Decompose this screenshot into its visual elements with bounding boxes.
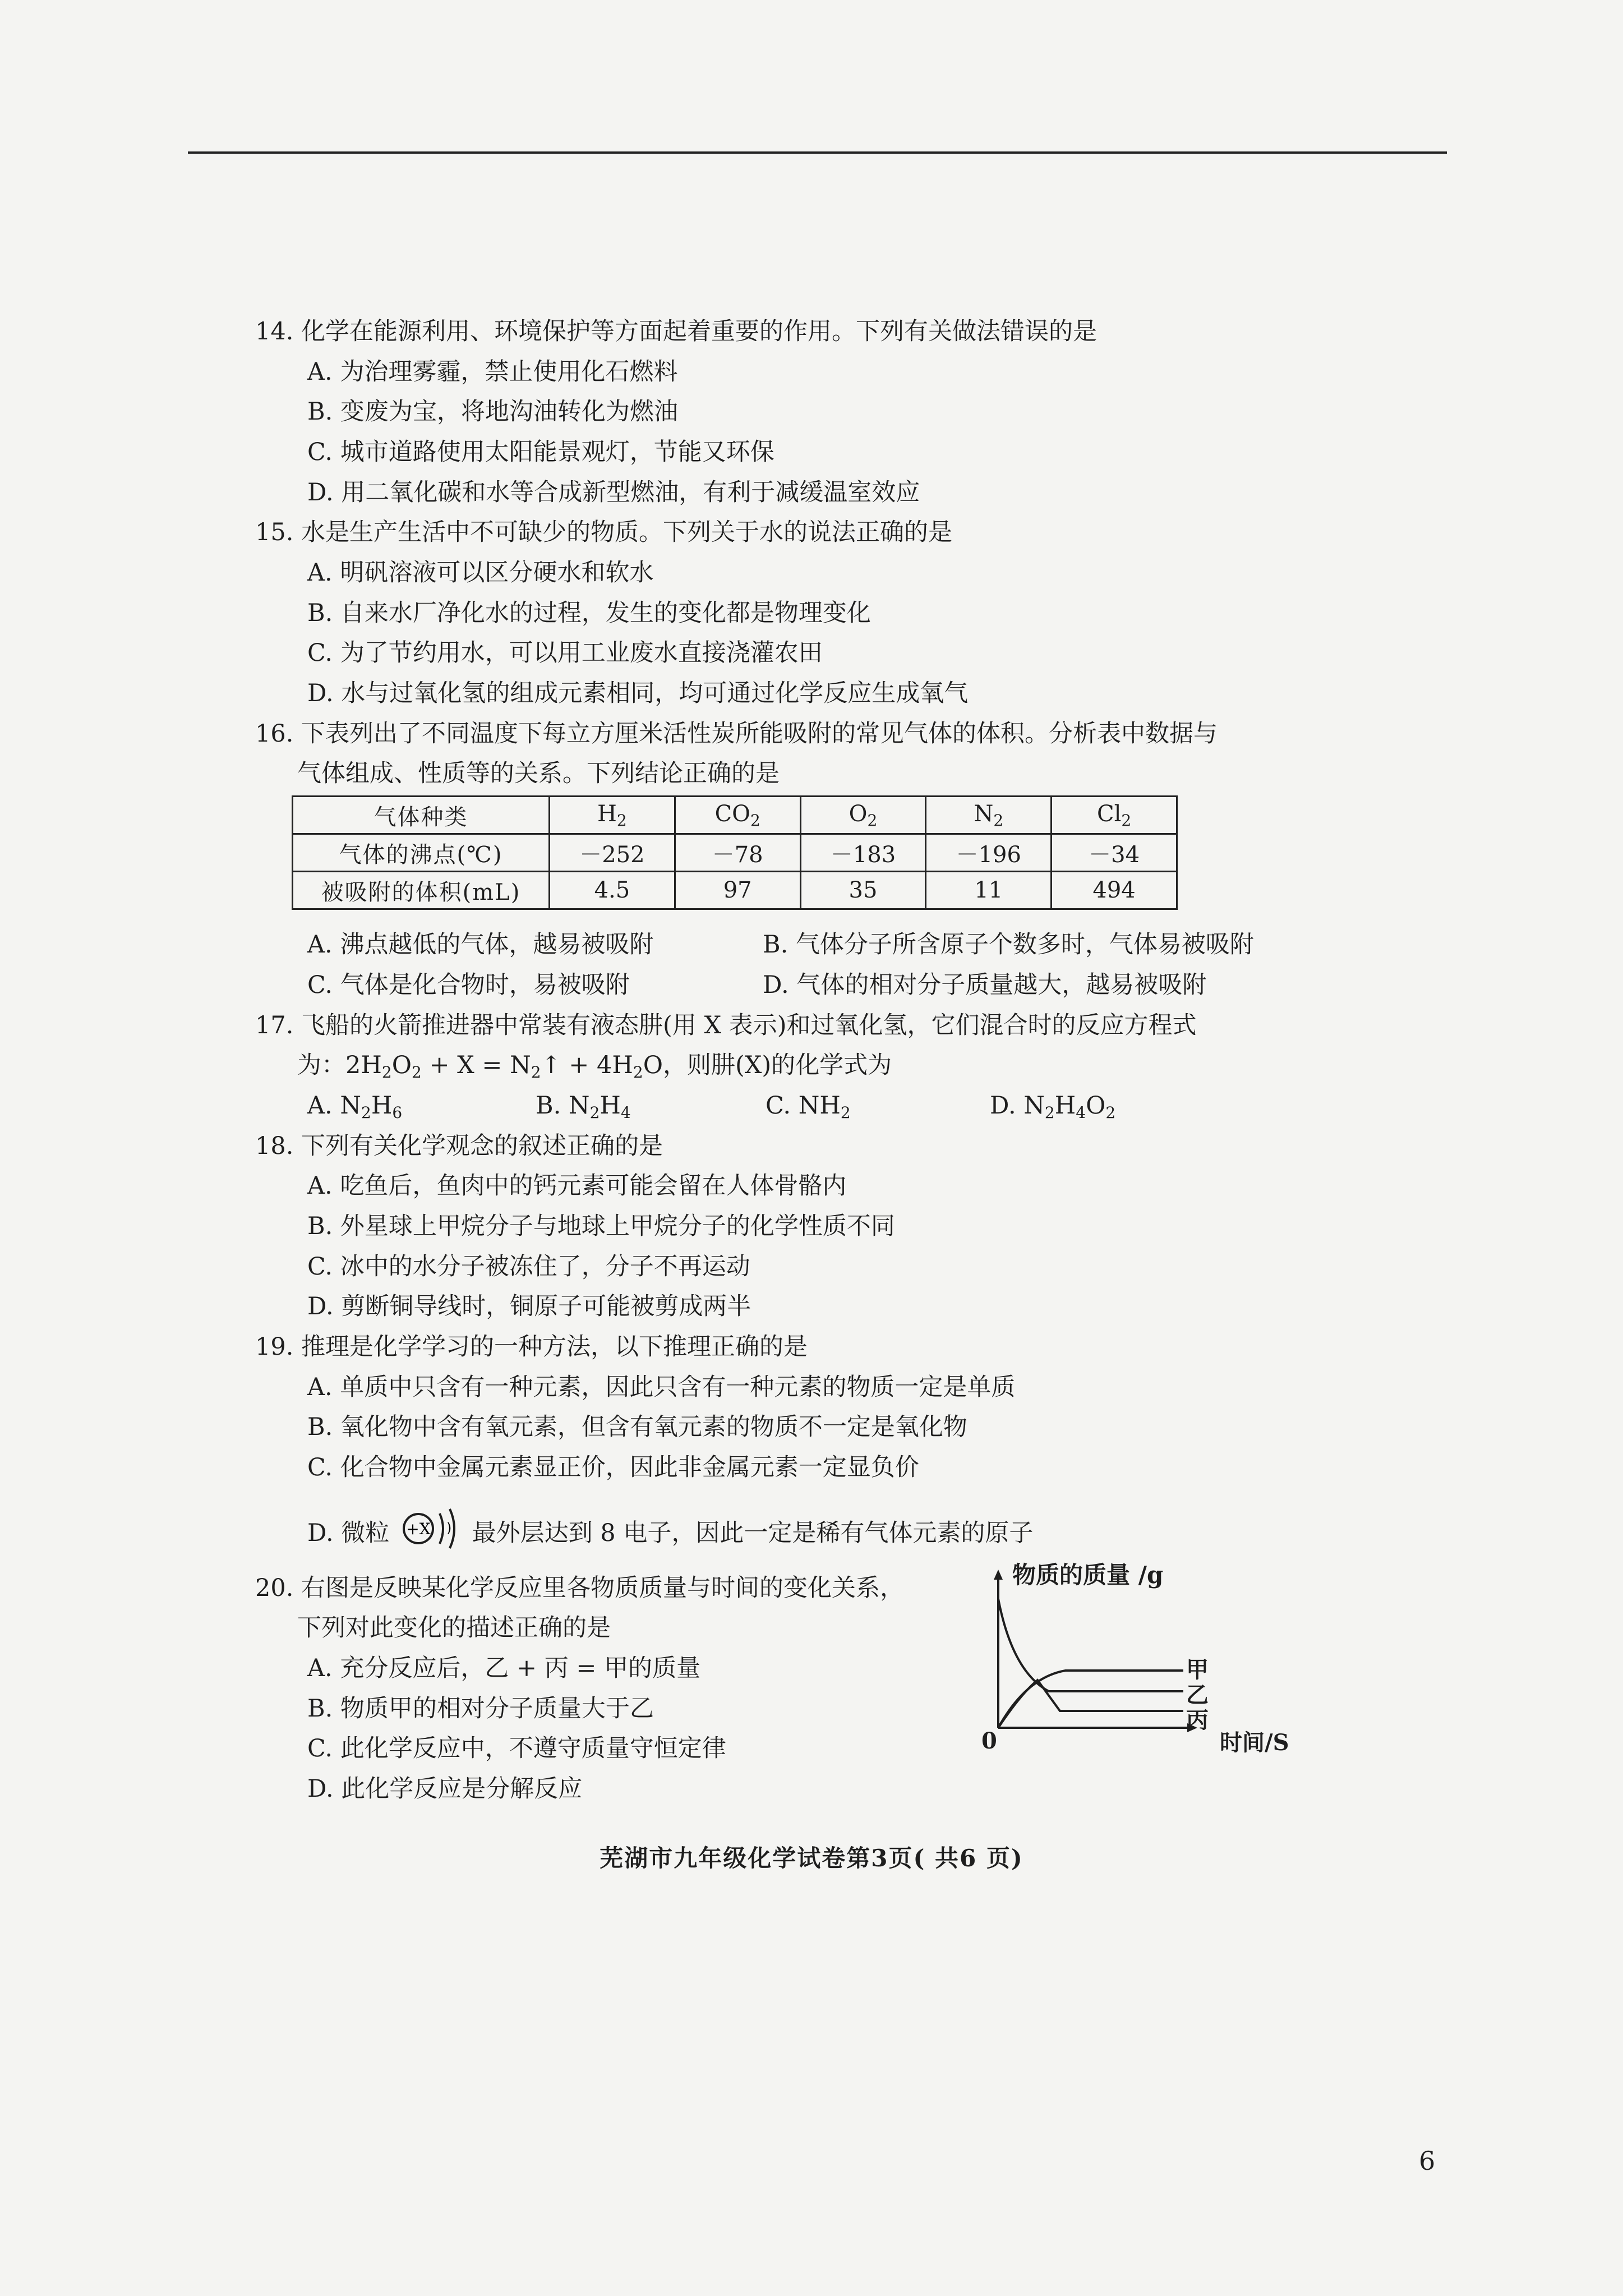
series-label-jia: 甲	[1186, 1657, 1209, 1683]
svg-text:+X: +X	[406, 1520, 431, 1538]
q15-stem: 15. 水是生产生活中不可缺少的物质。下列关于水的说法正确的是	[255, 518, 953, 546]
q17-stem-line1: 17. 飞船的火箭推进器中常装有液态肼(用 X 表示)和过氧化氢，它们混合时的反应方程式	[255, 1011, 1197, 1039]
graph-origin-label: 0	[981, 1728, 997, 1754]
q16-stem-line2: 气体组成、性质等的关系。下列结论正确的是	[297, 760, 780, 788]
q20-stem-line1: 20. 右图是反映某化学反应里各物质质量与时间的变化关系，	[255, 1574, 905, 1602]
atom-structure-icon	[397, 1503, 464, 1566]
table-header-cell: 被吸附的体积(mL)	[293, 872, 550, 909]
table-cell: $H_2$	[550, 797, 675, 834]
q18-option-d: D. 剪断铜导线时，铜原子可能被剪成两半	[307, 1292, 751, 1320]
curve-yi	[998, 1671, 1183, 1728]
table-cell: －34	[1052, 834, 1177, 872]
series-label-yi: 乙	[1186, 1682, 1209, 1708]
table-cell: －183	[800, 834, 926, 872]
table-cell: 97	[675, 872, 800, 909]
table-cell: －252	[550, 834, 675, 872]
q14-option-c: C. 城市道路使用太阳能景观灯，节能又环保	[307, 438, 774, 466]
q20-option-a: A. 充分反应后，乙 + 丙 = 甲的质量	[307, 1654, 701, 1682]
q16-option-b: B. 气体分子所含原子个数多时，气体易被吸附	[763, 931, 1254, 959]
q19-option-a: A. 单质中只含有一种元素，因此只含有一种元素的物质一定是单质	[307, 1373, 1016, 1401]
table-cell: 4.5	[550, 872, 675, 909]
q14-option-d: D. 用二氧化碳和水等合成新型燃油，有利于减缓温室效应	[307, 478, 920, 507]
q17-option-d: D. $N_2H_4O_2$	[990, 1092, 1116, 1122]
table-cell: 11	[926, 872, 1052, 909]
table-row	[293, 797, 1177, 834]
table-header-cell: 气体种类	[293, 797, 550, 834]
q19-option-c: C. 化合物中金属元素显正价，因此非金属元素一定显负价	[307, 1453, 919, 1481]
table-cell: －78	[675, 834, 800, 872]
q17-option-c: C. $NH_2$	[766, 1092, 851, 1122]
q18-option-b: B. 外星球上甲烷分子与地球上甲烷分子的化学性质不同	[307, 1212, 895, 1240]
q17-option-b: B. $N_2H_4$	[536, 1092, 631, 1122]
table-cell: $Cl_2$	[1052, 797, 1177, 834]
table-header-cell: 气体的沸点(℃)	[293, 834, 550, 872]
q16-stem-line1: 16. 下表列出了不同温度下每立方厘米活性炭所能吸附的常见气体的体积。分析表中数据与	[255, 720, 1218, 748]
q14-stem: 14. 化学在能源利用、环境保护等方面起着重要的作用。下列有关做法错误的是	[255, 318, 1098, 346]
table-cell: 494	[1052, 872, 1177, 909]
table-row	[293, 834, 1177, 872]
q18-stem: 18. 下列有关化学观念的叙述正确的是	[255, 1132, 663, 1160]
q15-option-c: C. 为了节约用水，可以用工业废水直接浇灌农田	[307, 639, 823, 667]
q15-option-a: A. 明矾溶液可以区分硬水和软水	[307, 559, 654, 587]
q14-option-a: A. 为治理雾霾，禁止使用化石燃料	[307, 358, 678, 386]
q18-option-a: A. 吃鱼后，鱼肉中的钙元素可能会留在人体骨骼内	[307, 1172, 847, 1200]
q17-equation-line: 为：$2H_2O_2 + X$ = $N_2↑ + 4H_2O$，则肼(X)的化学式为	[297, 1051, 892, 1082]
q17-option-a: A. $N_2H_6$	[307, 1092, 403, 1122]
graph-x-label: 时间/S	[1220, 1729, 1289, 1756]
table-cell: $CO_2$	[675, 797, 800, 834]
gas-adsorption-table	[292, 795, 1178, 910]
q20-option-b: B. 物质甲的相对分子质量大于乙	[307, 1695, 654, 1723]
series-label-bing: 丙	[1186, 1707, 1209, 1733]
mass-time-graph	[976, 1559, 1335, 1745]
q14-option-b: B. 变废为宝，将地沟油转化为燃油	[307, 398, 678, 426]
curve-bing	[998, 1680, 1183, 1728]
q20-option-c: C. 此化学反应中，不遵守质量守恒定律	[307, 1734, 726, 1763]
table-cell: 35	[800, 872, 926, 909]
q19-option-d: D. 微粒 +X ) 最外层达到 8 电子，因此一定是稀有气体元素的原子	[307, 1503, 1033, 1566]
graph-y-label: 物质的质量 /g	[1012, 1561, 1164, 1589]
q19-stem: 19. 推理是化学学习的一种方法，以下推理正确的是	[255, 1333, 808, 1361]
svg-text:): )	[446, 1520, 452, 1536]
q16-option-d: D. 气体的相对分子质量越大，越易被吸附	[763, 971, 1207, 999]
q16-option-c: C. 气体是化合物时，易被吸附	[307, 971, 630, 999]
y-axis-arrow	[994, 1570, 1003, 1580]
q20-stem-line2: 下列对此变化的描述正确的是	[297, 1614, 611, 1642]
q18-option-c: C. 冰中的水分子被冻住了，分子不再运动	[307, 1253, 750, 1281]
table-cell: $O_2$	[800, 797, 926, 834]
table-cell: －196	[926, 834, 1052, 872]
q15-option-b: B. 自来水厂净化水的过程，发生的变化都是物理变化	[307, 599, 871, 627]
curve-jia	[998, 1599, 1183, 1691]
q15-option-d: D. 水与过氧化氢的组成元素相同，均可通过化学反应生成氧气	[307, 679, 969, 707]
page-footer: 芜湖市九年级化学试卷第3页( 共6 页)	[600, 1844, 1023, 1872]
page-number: 6	[1419, 2146, 1436, 2176]
table-row	[293, 872, 1177, 909]
q20-option-d: D. 此化学反应是分解反应	[307, 1775, 583, 1803]
top-rule	[188, 151, 1447, 154]
q16-option-a: A. 沸点越低的气体，越易被吸附	[307, 931, 654, 959]
q19-option-b: B. 氧化物中含有氧元素，但含有氧元素的物质不一定是氧化物	[307, 1413, 967, 1441]
table-cell: $N_2$	[926, 797, 1052, 834]
